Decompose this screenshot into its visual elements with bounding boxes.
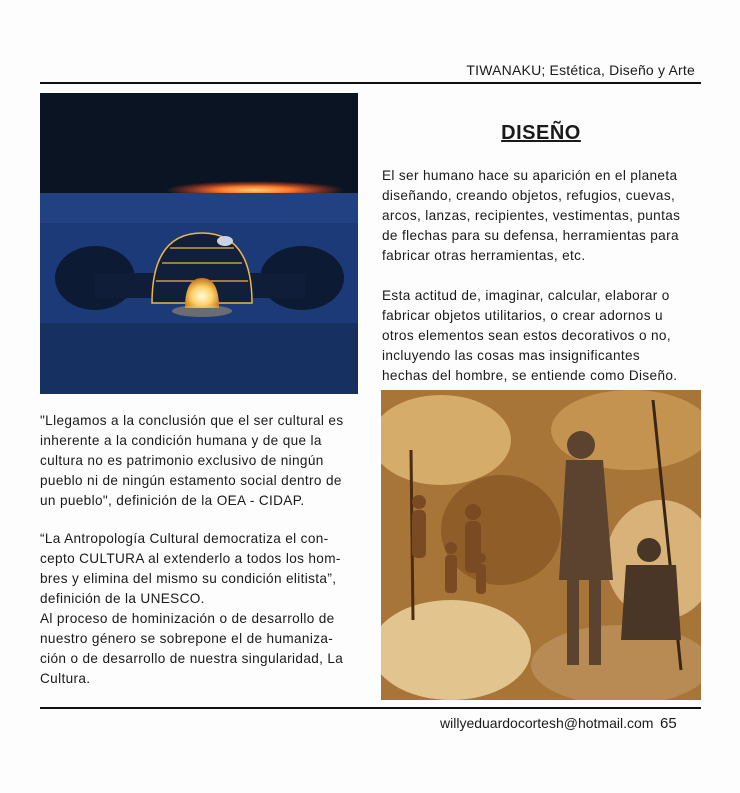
text-line: un pueblo", definición de la OEA - CIDAP.: [40, 493, 305, 508]
text-line: inherente a la condición humana y de que la: [40, 433, 322, 448]
text-line: fabricar otras herramientas, etc.: [382, 248, 586, 263]
text-line: "Llegamos a la conclusión que el ser cultural es: [40, 413, 344, 428]
quote-paragraph-oea: [40, 411, 343, 511]
text-line: nuestro género se sobrepone el de humaniza-: [40, 631, 334, 646]
igloo-night-scene-icon: [40, 93, 358, 394]
text-line: El ser humano hace su aparición en el planeta: [382, 168, 678, 183]
text-line: fabricar objetos utilitarios, o crear adornos u: [382, 308, 663, 323]
text-line: diseñando, creando objetos, refugios, cuevas,: [382, 188, 676, 203]
section-title: DISEÑO: [501, 122, 581, 144]
text-line: cultura no es patrimonio exclusivo de ningún: [40, 453, 324, 468]
footer-email: willyeduardocortesh@hotmail.com: [440, 715, 654, 731]
text-line: hechas del hombre, se entiende como Diseño.: [382, 368, 678, 383]
text-line: “La Antropología Cultural democratiza el con-: [40, 531, 329, 546]
text-line: de flechas para su defensa, herramientas para: [382, 228, 679, 243]
text-line: incluyendo las cosas mas insignificantes: [382, 348, 641, 363]
header-rule: [40, 82, 701, 84]
prehistoric-people-scene-icon: [381, 390, 701, 700]
running-header: TIWANAKU; Estética, Diseño y Arte: [466, 62, 695, 78]
igloo-image: [40, 93, 358, 394]
text-line: bres y elimina del mismo su condición elitista”,: [40, 571, 337, 586]
text-line: Esta actitud de, imaginar, calcular, elaborar o: [382, 288, 670, 303]
text-line: Al proceso de hominización o de desarrollo de: [40, 611, 335, 626]
text-line: Cultura.: [40, 671, 91, 686]
text-line: otros elementos sean estos decorativos o no,: [382, 328, 671, 343]
paragraph-hominizacion: [40, 609, 343, 689]
text-line: cepto CULTURA al extenderlo a todos los hom-: [40, 551, 341, 566]
footer-rule: [40, 707, 701, 709]
page-number: 65: [660, 715, 677, 732]
tribe-image: [381, 390, 701, 700]
quote-paragraph-unesco: [40, 529, 341, 609]
text-line: pueblo ni de ningún estamento social dentro de: [40, 473, 342, 488]
text-line: ción o de desarrollo de nuestra singularidad, La: [40, 651, 344, 666]
text-line: definición de la UNESCO.: [40, 591, 205, 606]
right-paragraph-1: [382, 166, 680, 266]
right-paragraph-2: [382, 286, 677, 386]
text-line: arcos, lanzas, recipientes, vestimentas, puntas: [382, 208, 681, 223]
